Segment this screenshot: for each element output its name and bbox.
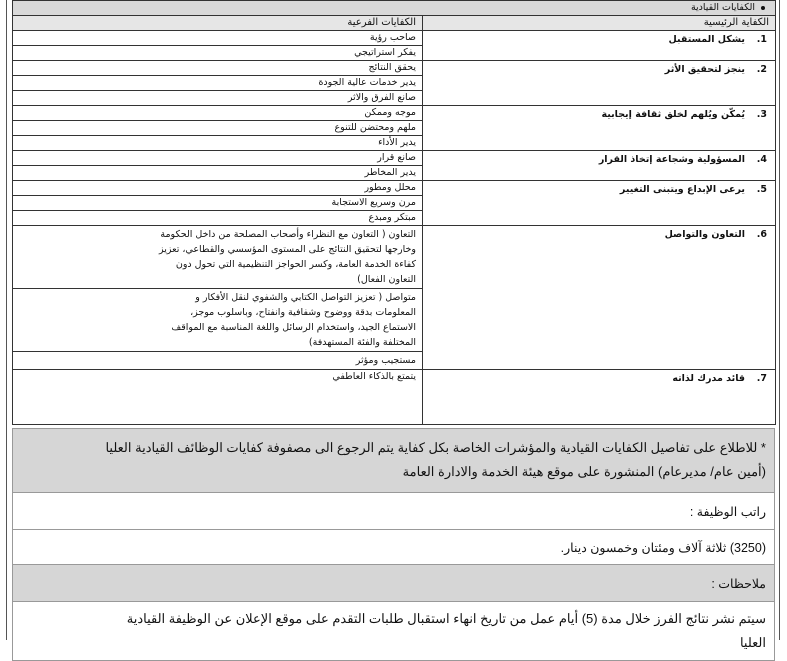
competency-number: 6.: [756, 229, 767, 240]
main-competency-cell: [423, 226, 776, 370]
sub-competency-line: المختلفة والفئة المستهدفة): [308, 337, 416, 348]
sub-competency-line: المعلومات بدقة ووضوح وشفافية وانفتاح، وباسلوب موجز،: [190, 307, 416, 318]
sub-competency: يفكر استراتيجي: [13, 46, 423, 61]
main-competency-cell: [423, 61, 776, 106]
competency-number: 1.: [756, 34, 767, 45]
sub-competency: صاحب رؤية: [13, 31, 423, 46]
competency-name: قائد مدرك لذاته: [672, 373, 745, 384]
competency-name: ينجز لتحقيق الأثر: [664, 64, 745, 75]
note-line-2: (أمين عام/ مديرعام) المنشورة على موقع هيئة الخدمة والادارة العامة: [402, 464, 766, 479]
sub-competency: يحقق النتائج: [13, 61, 423, 76]
main-competency-cell: [423, 106, 776, 151]
sub-competency: صانع الفرق والاثر: [13, 91, 423, 106]
note-reference: [13, 429, 775, 493]
salary-label: راتب الوظيفة :: [13, 493, 775, 530]
sub-competency-line: التعاون ( التعاون مع النظراء وأصحاب المصلحة من داخل الحكومة: [160, 229, 416, 240]
competency-name: يرعى الإبداع ويتبنى التغيير: [619, 184, 745, 195]
sub-competency: يدير خدمات عالية الجودة: [13, 76, 423, 91]
competency-row: [13, 370, 776, 425]
note-line-1: * للاطلاع على تفاصيل الكفايات القيادية والمؤشرات الخاصة بكل كفاية يتم الرجوع الى مصفوفة كفايات الوظائف القيادية العليا: [105, 440, 766, 455]
remarks-line-1: سيتم نشر نتائج الفرز خلال مدة (5) أيام عمل من تاريخ انهاء استقبال طلبات التقدم على موقع الإعلان عن الوظيفة القيادية: [126, 611, 766, 626]
competency-name: يُمكّن ويُلهم لخلق ثقافة إيجابية: [601, 109, 745, 120]
sub-competency: صانع قرار: [13, 151, 423, 166]
sub-competency: يتمتع بالذكاء العاطفي: [13, 370, 423, 425]
competency-number: 2.: [756, 64, 767, 75]
column-header-row: [13, 16, 776, 31]
sub-competency: ملهم ومحتضن للتنوع: [13, 121, 423, 136]
sub-competency: مرن وسريع الاستجابة: [13, 196, 423, 211]
section-header-cell: [13, 1, 776, 16]
sub-competency-line: كفاءة الخدمة العامة، وكسر الحواجز التنظيمية التي تحول دون: [175, 259, 416, 270]
main-competency-cell: [423, 181, 776, 226]
remarks-text: [13, 602, 775, 661]
section-title: الكفايات القيادية: [690, 2, 755, 13]
sub-competency: [13, 226, 423, 289]
competency-table: [12, 0, 776, 425]
main-competency-cell: [423, 31, 776, 61]
competency-row: [13, 61, 776, 76]
remarks-label: ملاحظات :: [13, 565, 775, 602]
sub-competency: [13, 352, 423, 370]
competency-name: يشكل المستقبل: [668, 34, 745, 45]
main-competency-cell: [423, 151, 776, 181]
details-table: [12, 428, 775, 661]
salary-value: (3250) ثلاثة آلاف ومئتان وخمسون دينار.: [13, 530, 775, 565]
competency-row: [13, 181, 776, 196]
competency-name: المسؤولية وشجاعة إتخاذ القرار: [598, 154, 745, 165]
competency-row: [13, 226, 776, 289]
main-competency-cell: [423, 370, 776, 425]
competency-number: 5.: [756, 184, 767, 195]
col-header-sub: الكفايات الفرعية: [13, 16, 423, 31]
competency-row: [13, 106, 776, 121]
competency-row: [13, 31, 776, 46]
sub-competency-line: مستجيب ومؤثر: [355, 355, 416, 366]
sub-competency-line: التعاون الفعال): [357, 274, 416, 285]
sub-competency: محلل ومطور: [13, 181, 423, 196]
sub-competency-line: وخارجها لتحقيق النتائج على المستوى المؤسسي والقطاعي، تعزيز: [158, 244, 416, 255]
remarks-line-2: العليا: [739, 635, 766, 650]
sub-competency-line: الاستماع الجيد، واستخدام الرسائل واللغة المناسبة مع المواقف: [171, 322, 416, 333]
competency-number: 7.: [756, 373, 767, 384]
sub-competency: مبتكر ومبدع: [13, 211, 423, 226]
page-border-right: [779, 0, 780, 640]
competency-number: 3.: [756, 109, 767, 120]
sub-competency: يدير الأداء: [13, 136, 423, 151]
sub-competency: [13, 289, 423, 352]
sub-competency-line: متواصل ( تعزيز التواصل الكتابي والشفوي لنقل الأفكار و: [195, 292, 416, 303]
competency-name: التعاون والتواصل: [664, 229, 745, 240]
section-header-row: [13, 1, 776, 16]
sub-competency: موجه وممكن: [13, 106, 423, 121]
competency-row: [13, 151, 776, 166]
competency-number: 4.: [756, 154, 767, 165]
sub-competency: يدير المخاطر: [13, 166, 423, 181]
bullet-icon: [761, 6, 765, 10]
page-border-left: [6, 0, 7, 640]
col-header-main: الكفاية الرئيسية: [423, 16, 776, 31]
